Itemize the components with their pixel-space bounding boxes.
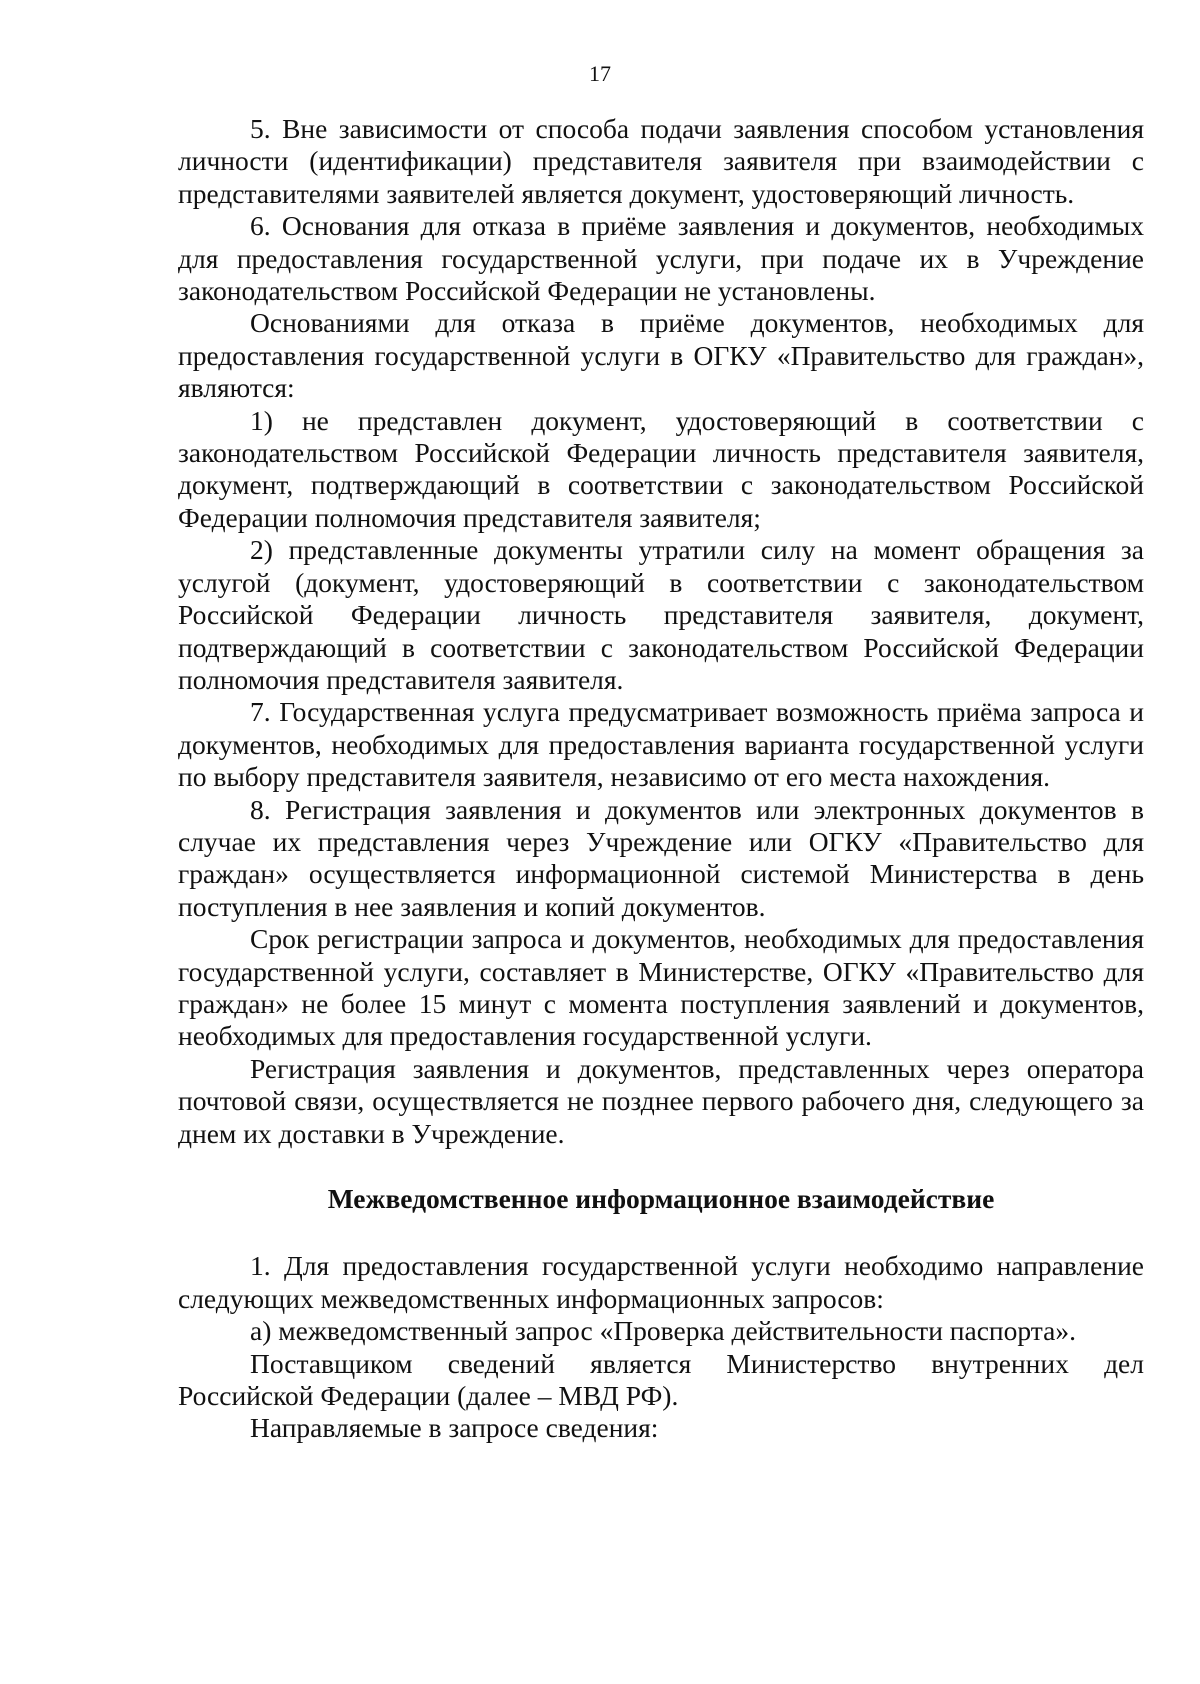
document-body	[178, 113, 1144, 1445]
paragraph: Регистрация заявления и документов, представленных через оператора почтовой связи, осуществляется не позднее первого рабочего дня, следующего за днем их доставки в Учреждение.	[178, 1052, 1144, 1149]
paragraph: 2) представленные документы утратили силу на момент обращения за услугой (документ, удостоверяющий в соответствии с законодательством Российской Федерации личность представителя заявителя, документ, подтверждающий в соответствии с законодательством Российской Федерации полномочия представителя заявителя.	[178, 534, 1144, 695]
paragraph: Поставщиком сведений является Министерство внутренних дел Российской Федерации (далее – МВД РФ).	[178, 1347, 1144, 1412]
paragraph: 7. Государственная услуга предусматривает возможность приёма запроса и документов, необходимых для предоставления варианта государственной услуги по выбору представителя заявителя, независимо от его места нахождения.	[178, 696, 1144, 793]
paragraph: 1) не представлен документ, удостоверяющий в соответствии с законодательством Российской Федерации личность представителя заявителя, документ, подтверждающий в соответствии с законодательством Российской Федерации полномочия представителя заявителя;	[178, 404, 1144, 533]
paragraph: 5. Вне зависимости от способа подачи заявления способом установления личности (идентификации) представителя заявителя при взаимодействии с представителями заявителей является документ, удостоверяющий личность.	[178, 113, 1144, 209]
section-heading: Межведомственное информационное взаимодействие	[327, 1183, 995, 1214]
paragraph: а) межведомственный запрос «Проверка действительности паспорта».	[250, 1315, 1076, 1347]
paragraph: Срок регистрации запроса и документов, необходимых для предоставления государственной услуги, составляет в Министерстве, ОГКУ «Правительство для граждан» не более 15 минут с момента поступления заявлений и документов, необходимых для предоставления государственной услуги.	[178, 923, 1144, 1052]
paragraph: Направляемые в запросе сведения:	[250, 1412, 659, 1444]
page-number: 17	[589, 61, 611, 86]
paragraph: 6. Основания для отказа в приёме заявления и документов, необходимых для предоставления государственной услуги, при подаче их в Учреждение законодательством Российской Федерации не установлены.	[178, 210, 1144, 307]
paragraph: 1. Для предоставления государственной услуги необходимо направление следующих межведомственных информационных запросов:	[178, 1250, 1144, 1314]
paragraph: Основаниями для отказа в приёме документов, необходимых для предоставления государственной услуги в ОГКУ «Правительство для граждан», являются:	[178, 307, 1144, 404]
paragraph: 8. Регистрация заявления и документов или электронных документов в случае их представления через Учреждение или ОГКУ «Правительство для граждан» осуществляется информационной системой Министерства в день поступления в нее заявления и копий документов.	[178, 793, 1144, 922]
